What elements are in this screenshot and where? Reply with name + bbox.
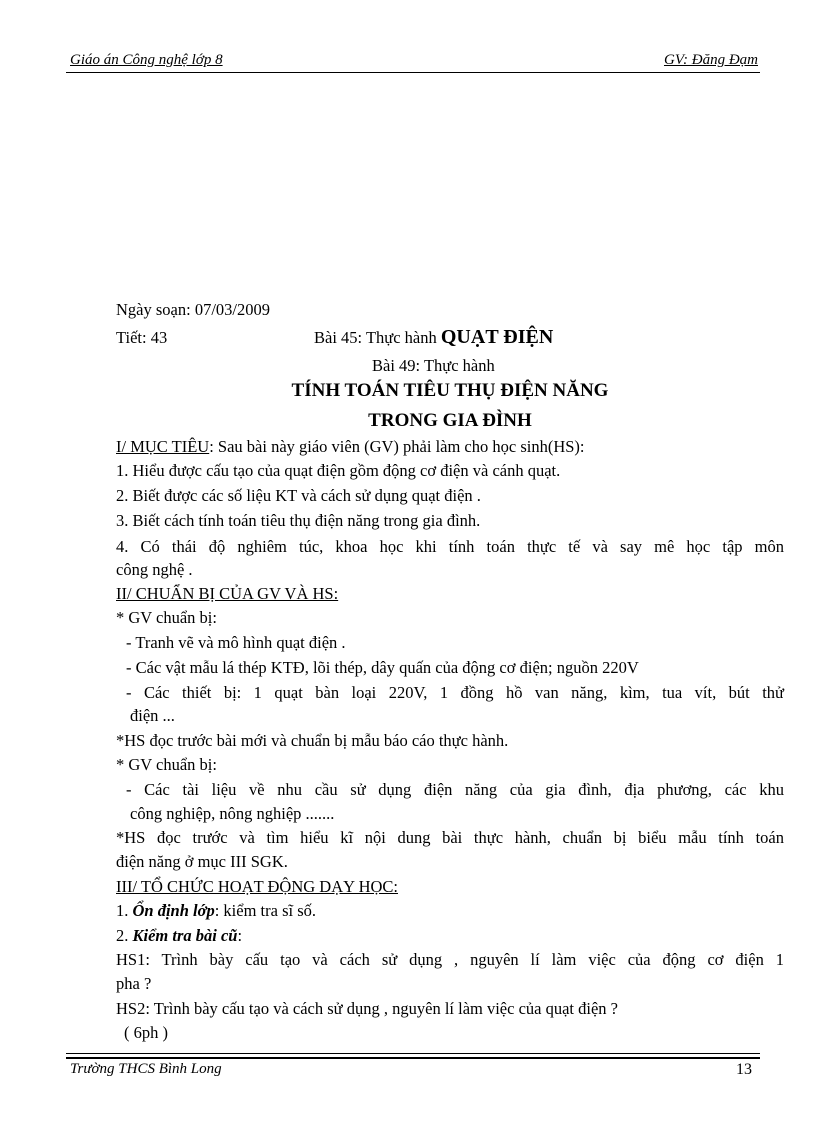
section-1-heading: I/ MỤC TIÊU — [116, 437, 210, 456]
question-hs2: HS2: Trình bày cấu tạo và cách sử dụng , nguyên lí làm việc của quạt điện ? — [116, 999, 618, 1018]
prep-line: - Các vật mẫu lá thép KTĐ, lõi thép, dây quấn của động cơ điện; nguồn 220V — [126, 658, 639, 677]
activity-item-2-number: 2. — [116, 926, 133, 945]
prep-line: điện năng ở mục III SGK. — [116, 852, 288, 871]
prep-line: * GV chuẩn bị: — [116, 755, 217, 774]
prep-line: - Các tài liệu về nhu cầu sử dụng điện năng của gia đình, địa phương, các khu — [126, 780, 784, 799]
header-teacher: GV: Đăng Đạm — [663, 52, 758, 68]
activity-item-2-text: : — [237, 926, 243, 945]
objective-item: 2. Biết được các số liệu KT và cách sử dụng quạt điện . — [116, 486, 481, 505]
activity-item-1-text: : kiểm tra sĩ số. — [214, 901, 316, 920]
date-line: Ngày soạn: 07/03/2009 — [116, 300, 270, 319]
header-course-title: Giáo án Công nghệ lớp 8 — [70, 52, 223, 68]
question-hs1-cont: pha ? — [116, 974, 152, 993]
objective-item: 3. Biết cách tính toán tiêu thụ điện năng trong gia đình. — [116, 511, 481, 530]
page-number: 13 — [736, 1061, 752, 1078]
lesson-45-heading — [314, 326, 553, 349]
prep-line: - Tranh vẽ và mô hình quạt điện . — [126, 633, 346, 652]
time-allotment: ( 6ph ) — [124, 1023, 168, 1042]
page-header — [66, 52, 760, 73]
period-label: Tiết: 43 — [116, 328, 168, 347]
main-title-line1: TÍNH TOÁN TIÊU THỤ ĐIỆN NĂNG — [291, 380, 609, 401]
footer-school: Trường THCS Bình Long — [70, 1061, 222, 1077]
objective-item: 1. Hiểu được cấu tạo của quạt điện gồm động cơ điện và cánh quạt. — [116, 461, 561, 480]
objective-item: 4. Có thái độ nghiêm túc, khoa học khi tính toán thực tế và say mê học tập môn — [116, 537, 784, 556]
activity-item-1-number: 1. — [116, 901, 133, 920]
footer-rule-thick — [66, 1057, 760, 1059]
prep-line: công nghiệp, nông nghiệp ....... — [130, 804, 335, 823]
lesson-49-heading: Bài 49: Thực hành — [372, 356, 495, 375]
objective-item-cont: công nghệ . — [116, 560, 193, 579]
activity-item-2 — [116, 926, 242, 946]
section-1-intro-text: : Sau bài này giáo viên (GV) phải làm cho học sinh(HS): — [209, 437, 585, 456]
activity-item-1-label: Ổn định lớp — [132, 901, 215, 920]
main-title-line2: TRONG GIA ĐÌNH — [368, 410, 532, 431]
activity-item-1 — [116, 901, 316, 921]
prep-line: - Các thiết bị: 1 quạt bàn loại 220V, 1 đồng hồ van năng, kìm, tua vít, bút thử — [126, 683, 784, 702]
footer-rule-thin — [66, 1053, 760, 1054]
section-3-heading: III/ TỔ CHỨC HOẠT ĐỘNG DẠY HỌC: — [116, 877, 398, 896]
activity-item-2-label: Kiểm tra bài cũ — [132, 926, 238, 945]
prep-line: *HS đọc trước bài mới và chuẩn bị mẫu báo cáo thực hành. — [116, 731, 509, 750]
section-2-heading: II/ CHUẨN BỊ CỦA GV VÀ HS: — [116, 584, 339, 603]
prep-line: * GV chuẩn bị: — [116, 608, 217, 627]
section-1-intro — [116, 437, 585, 457]
prep-line: *HS đọc trước và tìm hiểu kĩ nội dung bài thực hành, chuẩn bị biểu mẫu tính toán — [116, 828, 784, 847]
question-hs1: HS1: Trình bày cấu tạo và cách sử dụng , nguyên lí làm việc của động cơ điện 1 — [116, 950, 784, 969]
prep-line: điện ... — [130, 706, 175, 725]
lesson-45-title: QUẠT ĐIỆN — [440, 326, 554, 348]
lesson-45-prefix: Bài 45: Thực hành — [314, 328, 441, 347]
